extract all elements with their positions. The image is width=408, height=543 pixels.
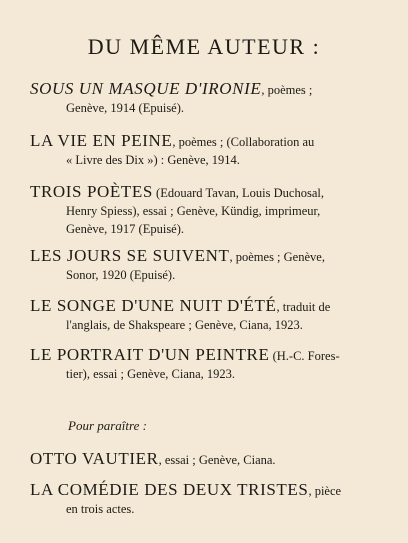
work-details: , pièce — [308, 484, 342, 498]
work-details-continued: tier), essai ; Genève, Ciana, 1923. — [66, 367, 236, 381]
work-details-continued: Henry Spiess), essai ; Genève, Kündig, imprimeur, — [66, 204, 321, 218]
work-details: (Edouard Tavan, Louis Duchosal, — [152, 186, 324, 200]
work-title: LE SONGE D'UNE NUIT D'ÉTÉ — [30, 296, 277, 315]
page-heading: DU MÊME AUTEUR : — [87, 34, 321, 59]
work-title: LA COMÉDIE DES DEUX TRISTES — [30, 480, 309, 499]
work-details: , essai ; Genève, Ciana. — [158, 453, 276, 467]
bibliography-entry — [30, 297, 390, 334]
work-details-continued: en trois actes. — [66, 502, 135, 516]
forthcoming-entry — [30, 481, 390, 518]
work-details-continued: « Livre des Dix ») : Genève, 1914. — [66, 153, 240, 167]
forthcoming-entry — [30, 450, 390, 469]
work-details: , poèmes ; — [261, 83, 313, 97]
work-details-continued: Genève, 1917 (Epuisé). — [66, 222, 185, 236]
work-details: , poèmes ; Genève, — [229, 250, 325, 264]
work-title: LE PORTRAIT D'UN PEINTRE — [30, 345, 270, 364]
forthcoming-label: Pour paraître : — [68, 418, 147, 433]
work-title: SOUS UN MASQUE D'IRONIE — [30, 79, 262, 98]
work-details-continued: Genève, 1914 (Epuisé). — [66, 101, 185, 115]
bibliography-entry — [30, 80, 390, 117]
work-title: LA VIE EN PEINE — [30, 131, 173, 150]
work-details-continued: l'anglais, de Shakspeare ; Genève, Ciana, 1923. — [66, 318, 303, 332]
work-details: (H.-C. Fores- — [269, 349, 340, 363]
work-title: TROIS POÈTES — [30, 182, 153, 201]
work-title: LES JOURS SE SUIVENT — [30, 246, 230, 265]
bibliography-entry — [30, 132, 390, 169]
bibliography-entry — [30, 247, 390, 284]
work-details: , poèmes ; (Collaboration au — [172, 135, 315, 149]
bibliography-entry — [30, 346, 390, 383]
bibliography-entry — [30, 183, 390, 238]
work-title: OTTO VAUTIER — [30, 449, 159, 468]
work-details: , traduit de — [276, 300, 331, 314]
work-details-continued: Sonor, 1920 (Epuisé). — [66, 268, 176, 282]
